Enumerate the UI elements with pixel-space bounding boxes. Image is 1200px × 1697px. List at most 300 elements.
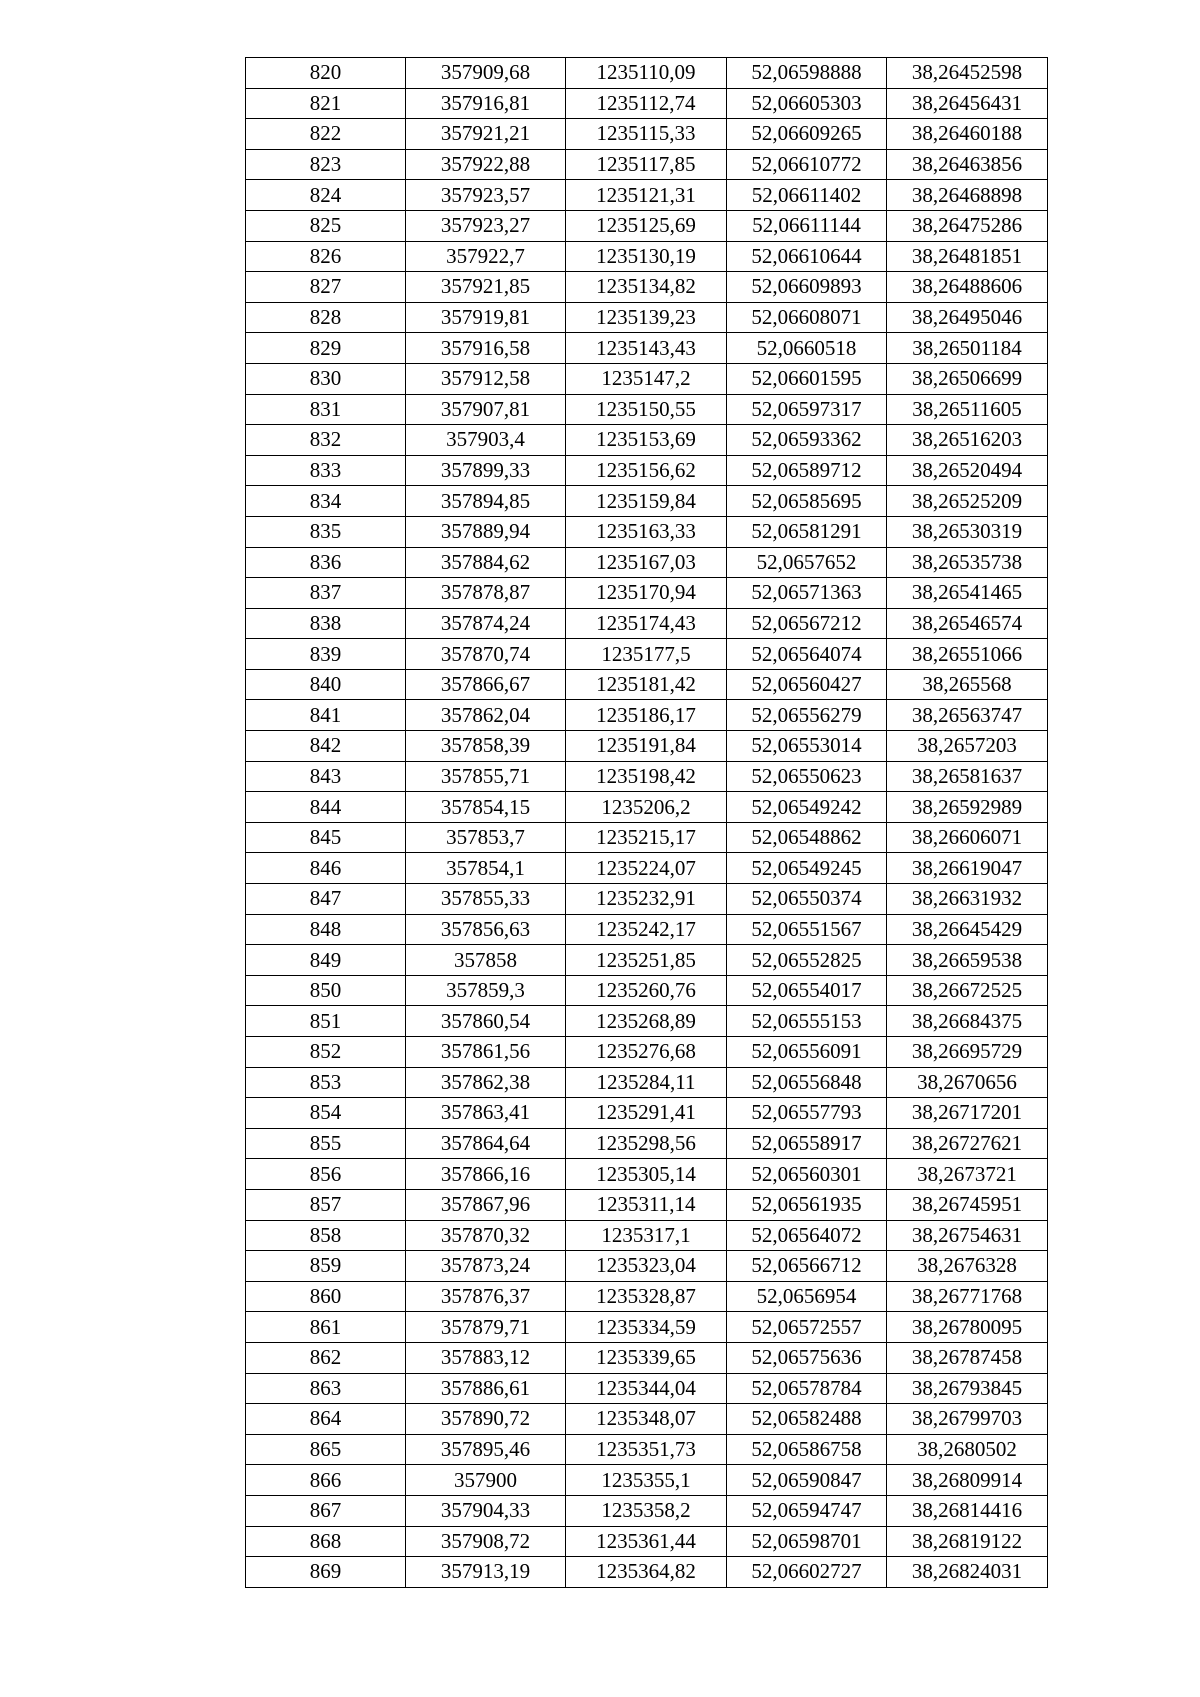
- point-number-cell: 849: [246, 945, 406, 976]
- y-coordinate-cell: 1235298,56: [566, 1128, 727, 1159]
- x-coordinate-cell: 357866,67: [406, 669, 566, 700]
- x-coordinate-cell: 357874,24: [406, 608, 566, 639]
- longitude-cell: 38,2670656: [887, 1067, 1048, 1098]
- point-number-cell: 830: [246, 363, 406, 394]
- longitude-cell: 38,26745951: [887, 1189, 1048, 1220]
- x-coordinate-cell: 357879,71: [406, 1312, 566, 1343]
- x-coordinate-cell: 357856,63: [406, 914, 566, 945]
- y-coordinate-cell: 1235284,11: [566, 1067, 727, 1098]
- table-row: [246, 241, 1048, 272]
- table-row: [246, 180, 1048, 211]
- longitude-cell: 38,26824031: [887, 1557, 1048, 1588]
- longitude-cell: 38,26793845: [887, 1373, 1048, 1404]
- table-row: [246, 1342, 1048, 1373]
- longitude-cell: 38,26525209: [887, 486, 1048, 517]
- y-coordinate-cell: 1235251,85: [566, 945, 727, 976]
- y-coordinate-cell: 1235232,91: [566, 884, 727, 915]
- table-row: [246, 1312, 1048, 1343]
- y-coordinate-cell: 1235364,82: [566, 1557, 727, 1588]
- x-coordinate-cell: 357903,4: [406, 425, 566, 456]
- x-coordinate-cell: 357853,7: [406, 822, 566, 853]
- latitude-cell: 52,06572557: [727, 1312, 887, 1343]
- latitude-cell: 52,06549245: [727, 853, 887, 884]
- point-number-cell: 846: [246, 853, 406, 884]
- table-row: [246, 853, 1048, 884]
- table-row: [246, 1434, 1048, 1465]
- latitude-cell: 52,06567212: [727, 608, 887, 639]
- longitude-cell: 38,26606071: [887, 822, 1048, 853]
- point-number-cell: 822: [246, 119, 406, 150]
- x-coordinate-cell: 357870,32: [406, 1220, 566, 1251]
- y-coordinate-cell: 1235134,82: [566, 272, 727, 303]
- x-coordinate-cell: 357921,21: [406, 119, 566, 150]
- y-coordinate-cell: 1235242,17: [566, 914, 727, 945]
- y-coordinate-cell: 1235323,04: [566, 1251, 727, 1282]
- latitude-cell: 52,06555153: [727, 1006, 887, 1037]
- longitude-cell: 38,26684375: [887, 1006, 1048, 1037]
- table-row: [246, 761, 1048, 792]
- y-coordinate-cell: 1235170,94: [566, 578, 727, 609]
- longitude-cell: 38,26481851: [887, 241, 1048, 272]
- table-row: [246, 1557, 1048, 1588]
- x-coordinate-cell: 357864,64: [406, 1128, 566, 1159]
- y-coordinate-cell: 1235143,43: [566, 333, 727, 364]
- longitude-cell: 38,26460188: [887, 119, 1048, 150]
- table-row: [246, 578, 1048, 609]
- table-row: [246, 639, 1048, 670]
- latitude-cell: 52,06605303: [727, 88, 887, 119]
- latitude-cell: 52,06575636: [727, 1342, 887, 1373]
- point-number-cell: 854: [246, 1098, 406, 1129]
- y-coordinate-cell: 1235224,07: [566, 853, 727, 884]
- y-coordinate-cell: 1235268,89: [566, 1006, 727, 1037]
- latitude-cell: 52,0657652: [727, 547, 887, 578]
- table-row: [246, 1067, 1048, 1098]
- table-row: [246, 945, 1048, 976]
- point-number-cell: 861: [246, 1312, 406, 1343]
- y-coordinate-cell: 1235276,68: [566, 1037, 727, 1068]
- longitude-cell: 38,26780095: [887, 1312, 1048, 1343]
- point-number-cell: 838: [246, 608, 406, 639]
- latitude-cell: 52,06597317: [727, 394, 887, 425]
- x-coordinate-cell: 357886,61: [406, 1373, 566, 1404]
- x-coordinate-cell: 357863,41: [406, 1098, 566, 1129]
- point-number-cell: 834: [246, 486, 406, 517]
- x-coordinate-cell: 357878,87: [406, 578, 566, 609]
- x-coordinate-cell: 357889,94: [406, 516, 566, 547]
- longitude-cell: 38,2657203: [887, 731, 1048, 762]
- y-coordinate-cell: 1235344,04: [566, 1373, 727, 1404]
- x-coordinate-cell: 357916,58: [406, 333, 566, 364]
- longitude-cell: 38,26456431: [887, 88, 1048, 119]
- table-row: [246, 731, 1048, 762]
- y-coordinate-cell: 1235150,55: [566, 394, 727, 425]
- latitude-cell: 52,06585695: [727, 486, 887, 517]
- latitude-cell: 52,06552825: [727, 945, 887, 976]
- longitude-cell: 38,26727621: [887, 1128, 1048, 1159]
- latitude-cell: 52,06598888: [727, 58, 887, 89]
- longitude-cell: 38,26645429: [887, 914, 1048, 945]
- table-row: [246, 975, 1048, 1006]
- table-row: [246, 608, 1048, 639]
- table-row: [246, 272, 1048, 303]
- table-row: [246, 425, 1048, 456]
- latitude-cell: 52,06556279: [727, 700, 887, 731]
- table-row: [246, 394, 1048, 425]
- latitude-cell: 52,06611144: [727, 210, 887, 241]
- y-coordinate-cell: 1235206,2: [566, 792, 727, 823]
- y-coordinate-cell: 1235351,73: [566, 1434, 727, 1465]
- table-row: [246, 1373, 1048, 1404]
- table-row: [246, 1098, 1048, 1129]
- x-coordinate-cell: 357921,85: [406, 272, 566, 303]
- y-coordinate-cell: 1235334,59: [566, 1312, 727, 1343]
- longitude-cell: 38,26672525: [887, 975, 1048, 1006]
- point-number-cell: 835: [246, 516, 406, 547]
- y-coordinate-cell: 1235181,42: [566, 669, 727, 700]
- point-number-cell: 858: [246, 1220, 406, 1251]
- x-coordinate-cell: 357854,15: [406, 792, 566, 823]
- latitude-cell: 52,06566712: [727, 1251, 887, 1282]
- y-coordinate-cell: 1235139,23: [566, 302, 727, 333]
- longitude-cell: 38,26530319: [887, 516, 1048, 547]
- table-row: [246, 119, 1048, 150]
- point-number-cell: 850: [246, 975, 406, 1006]
- point-number-cell: 843: [246, 761, 406, 792]
- longitude-cell: 38,26819122: [887, 1526, 1048, 1557]
- longitude-cell: 38,26787458: [887, 1342, 1048, 1373]
- y-coordinate-cell: 1235115,33: [566, 119, 727, 150]
- y-coordinate-cell: 1235339,65: [566, 1342, 727, 1373]
- point-number-cell: 856: [246, 1159, 406, 1190]
- table-row: [246, 1128, 1048, 1159]
- table-row: [246, 1006, 1048, 1037]
- latitude-cell: 52,06560301: [727, 1159, 887, 1190]
- y-coordinate-cell: 1235328,87: [566, 1281, 727, 1312]
- point-number-cell: 836: [246, 547, 406, 578]
- x-coordinate-cell: 357870,74: [406, 639, 566, 670]
- point-number-cell: 823: [246, 149, 406, 180]
- longitude-cell: 38,26535738: [887, 547, 1048, 578]
- point-number-cell: 859: [246, 1251, 406, 1282]
- y-coordinate-cell: 1235311,14: [566, 1189, 727, 1220]
- y-coordinate-cell: 1235156,62: [566, 455, 727, 486]
- point-number-cell: 844: [246, 792, 406, 823]
- latitude-cell: 52,06598701: [727, 1526, 887, 1557]
- latitude-cell: 52,06594747: [727, 1495, 887, 1526]
- x-coordinate-cell: 357883,12: [406, 1342, 566, 1373]
- point-number-cell: 868: [246, 1526, 406, 1557]
- latitude-cell: 52,06549242: [727, 792, 887, 823]
- y-coordinate-cell: 1235260,76: [566, 975, 727, 1006]
- y-coordinate-cell: 1235125,69: [566, 210, 727, 241]
- point-number-cell: 826: [246, 241, 406, 272]
- table-row: [246, 1189, 1048, 1220]
- table-row: [246, 1281, 1048, 1312]
- point-number-cell: 839: [246, 639, 406, 670]
- x-coordinate-cell: 357900: [406, 1465, 566, 1496]
- table-row: [246, 1404, 1048, 1435]
- table-row: [246, 88, 1048, 119]
- x-coordinate-cell: 357862,38: [406, 1067, 566, 1098]
- y-coordinate-cell: 1235361,44: [566, 1526, 727, 1557]
- y-coordinate-cell: 1235117,85: [566, 149, 727, 180]
- latitude-cell: 52,06593362: [727, 425, 887, 456]
- latitude-cell: 52,06551567: [727, 914, 887, 945]
- latitude-cell: 52,06609893: [727, 272, 887, 303]
- table-row: [246, 363, 1048, 394]
- latitude-cell: 52,06608071: [727, 302, 887, 333]
- point-number-cell: 853: [246, 1067, 406, 1098]
- point-number-cell: 851: [246, 1006, 406, 1037]
- table-row: [246, 1495, 1048, 1526]
- latitude-cell: 52,06601595: [727, 363, 887, 394]
- latitude-cell: 52,06578784: [727, 1373, 887, 1404]
- x-coordinate-cell: 357854,1: [406, 853, 566, 884]
- point-number-cell: 833: [246, 455, 406, 486]
- y-coordinate-cell: 1235147,2: [566, 363, 727, 394]
- latitude-cell: 52,06609265: [727, 119, 887, 150]
- x-coordinate-cell: 357916,81: [406, 88, 566, 119]
- longitude-cell: 38,26452598: [887, 58, 1048, 89]
- longitude-cell: 38,2673721: [887, 1159, 1048, 1190]
- point-number-cell: 828: [246, 302, 406, 333]
- x-coordinate-cell: 357858,39: [406, 731, 566, 762]
- latitude-cell: 52,06564074: [727, 639, 887, 670]
- longitude-cell: 38,26659538: [887, 945, 1048, 976]
- y-coordinate-cell: 1235110,09: [566, 58, 727, 89]
- longitude-cell: 38,26809914: [887, 1465, 1048, 1496]
- longitude-cell: 38,265568: [887, 669, 1048, 700]
- point-number-cell: 845: [246, 822, 406, 853]
- table-row: [246, 486, 1048, 517]
- x-coordinate-cell: 357913,19: [406, 1557, 566, 1588]
- longitude-cell: 38,26475286: [887, 210, 1048, 241]
- x-coordinate-cell: 357909,68: [406, 58, 566, 89]
- table-row: [246, 455, 1048, 486]
- y-coordinate-cell: 1235358,2: [566, 1495, 727, 1526]
- latitude-cell: 52,06611402: [727, 180, 887, 211]
- latitude-cell: 52,06586758: [727, 1434, 887, 1465]
- x-coordinate-cell: 357907,81: [406, 394, 566, 425]
- longitude-cell: 38,26541465: [887, 578, 1048, 609]
- table-row: [246, 1251, 1048, 1282]
- longitude-cell: 38,26546574: [887, 608, 1048, 639]
- y-coordinate-cell: 1235355,1: [566, 1465, 727, 1496]
- point-number-cell: 832: [246, 425, 406, 456]
- x-coordinate-cell: 357923,27: [406, 210, 566, 241]
- latitude-cell: 52,0656954: [727, 1281, 887, 1312]
- longitude-cell: 38,26799703: [887, 1404, 1048, 1435]
- point-number-cell: 865: [246, 1434, 406, 1465]
- point-number-cell: 831: [246, 394, 406, 425]
- x-coordinate-cell: 357862,04: [406, 700, 566, 731]
- longitude-cell: 38,2676328: [887, 1251, 1048, 1282]
- x-coordinate-cell: 357912,58: [406, 363, 566, 394]
- latitude-cell: 52,06602727: [727, 1557, 887, 1588]
- table-row: [246, 914, 1048, 945]
- longitude-cell: 38,26488606: [887, 272, 1048, 303]
- table-row: [246, 302, 1048, 333]
- y-coordinate-cell: 1235215,17: [566, 822, 727, 853]
- y-coordinate-cell: 1235121,31: [566, 180, 727, 211]
- table-row: [246, 547, 1048, 578]
- longitude-cell: 38,26501184: [887, 333, 1048, 364]
- point-number-cell: 829: [246, 333, 406, 364]
- latitude-cell: 52,0660518: [727, 333, 887, 364]
- x-coordinate-cell: 357876,37: [406, 1281, 566, 1312]
- point-number-cell: 852: [246, 1037, 406, 1068]
- table-row: [246, 884, 1048, 915]
- point-number-cell: 862: [246, 1342, 406, 1373]
- x-coordinate-cell: 357873,24: [406, 1251, 566, 1282]
- longitude-cell: 38,26463856: [887, 149, 1048, 180]
- x-coordinate-cell: 357899,33: [406, 455, 566, 486]
- y-coordinate-cell: 1235305,14: [566, 1159, 727, 1190]
- latitude-cell: 52,06548862: [727, 822, 887, 853]
- latitude-cell: 52,06561935: [727, 1189, 887, 1220]
- longitude-cell: 38,26563747: [887, 700, 1048, 731]
- table-row: [246, 210, 1048, 241]
- point-number-cell: 855: [246, 1128, 406, 1159]
- point-number-cell: 867: [246, 1495, 406, 1526]
- point-number-cell: 857: [246, 1189, 406, 1220]
- point-number-cell: 869: [246, 1557, 406, 1588]
- longitude-cell: 38,26516203: [887, 425, 1048, 456]
- y-coordinate-cell: 1235198,42: [566, 761, 727, 792]
- x-coordinate-cell: 357922,88: [406, 149, 566, 180]
- table-row: [246, 1465, 1048, 1496]
- point-number-cell: 848: [246, 914, 406, 945]
- x-coordinate-cell: 357923,57: [406, 180, 566, 211]
- point-number-cell: 847: [246, 884, 406, 915]
- x-coordinate-cell: 357884,62: [406, 547, 566, 578]
- x-coordinate-cell: 357860,54: [406, 1006, 566, 1037]
- table-row: [246, 669, 1048, 700]
- longitude-cell: 38,26717201: [887, 1098, 1048, 1129]
- table-row: [246, 1526, 1048, 1557]
- longitude-cell: 38,26592989: [887, 792, 1048, 823]
- latitude-cell: 52,06560427: [727, 669, 887, 700]
- point-number-cell: 821: [246, 88, 406, 119]
- y-coordinate-cell: 1235348,07: [566, 1404, 727, 1435]
- point-number-cell: 866: [246, 1465, 406, 1496]
- y-coordinate-cell: 1235291,41: [566, 1098, 727, 1129]
- longitude-cell: 38,26551066: [887, 639, 1048, 670]
- point-number-cell: 820: [246, 58, 406, 89]
- y-coordinate-cell: 1235186,17: [566, 700, 727, 731]
- longitude-cell: 38,26814416: [887, 1495, 1048, 1526]
- point-number-cell: 841: [246, 700, 406, 731]
- x-coordinate-cell: 357861,56: [406, 1037, 566, 1068]
- y-coordinate-cell: 1235191,84: [566, 731, 727, 762]
- latitude-cell: 52,06553014: [727, 731, 887, 762]
- y-coordinate-cell: 1235130,19: [566, 241, 727, 272]
- latitude-cell: 52,06564072: [727, 1220, 887, 1251]
- table-row: [246, 1220, 1048, 1251]
- longitude-cell: 38,26468898: [887, 180, 1048, 211]
- x-coordinate-cell: 357859,3: [406, 975, 566, 1006]
- x-coordinate-cell: 357908,72: [406, 1526, 566, 1557]
- longitude-cell: 38,26506699: [887, 363, 1048, 394]
- table-row: [246, 333, 1048, 364]
- x-coordinate-cell: 357922,7: [406, 241, 566, 272]
- x-coordinate-cell: 357858: [406, 945, 566, 976]
- table-row: [246, 792, 1048, 823]
- y-coordinate-cell: 1235112,74: [566, 88, 727, 119]
- table-row: [246, 149, 1048, 180]
- y-coordinate-cell: 1235153,69: [566, 425, 727, 456]
- coordinates-table-body: [246, 58, 1048, 1588]
- latitude-cell: 52,06556848: [727, 1067, 887, 1098]
- y-coordinate-cell: 1235317,1: [566, 1220, 727, 1251]
- longitude-cell: 38,26495046: [887, 302, 1048, 333]
- latitude-cell: 52,06557793: [727, 1098, 887, 1129]
- table-row: [246, 700, 1048, 731]
- longitude-cell: 38,26520494: [887, 455, 1048, 486]
- x-coordinate-cell: 357866,16: [406, 1159, 566, 1190]
- latitude-cell: 52,06590847: [727, 1465, 887, 1496]
- x-coordinate-cell: 357894,85: [406, 486, 566, 517]
- point-number-cell: 824: [246, 180, 406, 211]
- longitude-cell: 38,26771768: [887, 1281, 1048, 1312]
- x-coordinate-cell: 357919,81: [406, 302, 566, 333]
- table-row: [246, 516, 1048, 547]
- x-coordinate-cell: 357855,71: [406, 761, 566, 792]
- point-number-cell: 827: [246, 272, 406, 303]
- point-number-cell: 842: [246, 731, 406, 762]
- longitude-cell: 38,26581637: [887, 761, 1048, 792]
- latitude-cell: 52,06558917: [727, 1128, 887, 1159]
- point-number-cell: 860: [246, 1281, 406, 1312]
- x-coordinate-cell: 357855,33: [406, 884, 566, 915]
- table-row: [246, 58, 1048, 89]
- y-coordinate-cell: 1235159,84: [566, 486, 727, 517]
- latitude-cell: 52,06582488: [727, 1404, 887, 1435]
- latitude-cell: 52,06610644: [727, 241, 887, 272]
- table-row: [246, 822, 1048, 853]
- latitude-cell: 52,06550623: [727, 761, 887, 792]
- x-coordinate-cell: 357867,96: [406, 1189, 566, 1220]
- y-coordinate-cell: 1235177,5: [566, 639, 727, 670]
- y-coordinate-cell: 1235174,43: [566, 608, 727, 639]
- latitude-cell: 52,06610772: [727, 149, 887, 180]
- point-number-cell: 840: [246, 669, 406, 700]
- longitude-cell: 38,26511605: [887, 394, 1048, 425]
- latitude-cell: 52,06589712: [727, 455, 887, 486]
- x-coordinate-cell: 357895,46: [406, 1434, 566, 1465]
- latitude-cell: 52,06571363: [727, 578, 887, 609]
- x-coordinate-cell: 357904,33: [406, 1495, 566, 1526]
- coordinates-table: [245, 57, 1048, 1588]
- latitude-cell: 52,06550374: [727, 884, 887, 915]
- longitude-cell: 38,26631932: [887, 884, 1048, 915]
- latitude-cell: 52,06581291: [727, 516, 887, 547]
- point-number-cell: 864: [246, 1404, 406, 1435]
- longitude-cell: 38,2680502: [887, 1434, 1048, 1465]
- latitude-cell: 52,06556091: [727, 1037, 887, 1068]
- y-coordinate-cell: 1235167,03: [566, 547, 727, 578]
- x-coordinate-cell: 357890,72: [406, 1404, 566, 1435]
- point-number-cell: 825: [246, 210, 406, 241]
- longitude-cell: 38,26695729: [887, 1037, 1048, 1068]
- table-row: [246, 1037, 1048, 1068]
- point-number-cell: 837: [246, 578, 406, 609]
- point-number-cell: 863: [246, 1373, 406, 1404]
- longitude-cell: 38,26754631: [887, 1220, 1048, 1251]
- y-coordinate-cell: 1235163,33: [566, 516, 727, 547]
- longitude-cell: 38,26619047: [887, 853, 1048, 884]
